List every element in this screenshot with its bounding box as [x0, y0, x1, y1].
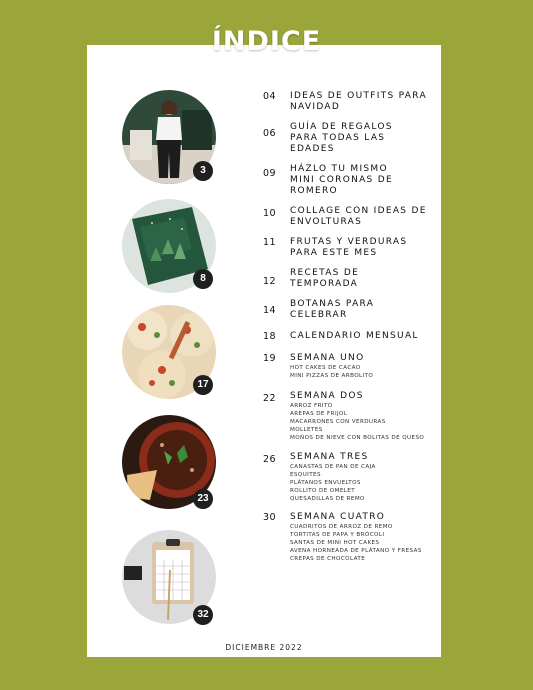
recipe-item: CREPAS DE CHOCOLATE — [290, 556, 366, 562]
recipe-item: ROLLITO DE OMELET — [290, 488, 356, 494]
entry-title: RECETAS DE TEMPORADA — [290, 268, 360, 289]
entry-subitems — [290, 463, 440, 503]
entry-title: BOTANAS PARA CELEBRAR — [290, 299, 375, 320]
entry-page-number: 19 — [263, 353, 277, 364]
photo-badge: 8 — [193, 269, 213, 289]
entry-title: HÁZLO TU MISMO MINI CORONAS DE ROMERO — [290, 164, 393, 196]
recipe-item: ESQUITES — [290, 472, 321, 478]
entry-subitems — [290, 402, 440, 442]
entry-subitems — [290, 364, 440, 380]
entry-subitems — [290, 523, 440, 563]
entry-page-number: 14 — [263, 305, 277, 316]
entry-title: SEMANA TRES — [290, 452, 369, 462]
entry-page-number: 12 — [263, 276, 277, 287]
recipe-item: CANASTAS DE PAN DE CAJA — [290, 464, 376, 470]
entry-title: FRUTAS Y VERDURAS PARA ESTE MES — [290, 237, 408, 258]
entry-page-number: 22 — [263, 393, 277, 404]
entry-title: COLLAGE CON IDEAS DE ENVOLTURAS — [290, 206, 427, 227]
recipe-item: SANTAS DE MINI HOT CAKES — [290, 540, 380, 546]
photo-badge: 17 — [193, 375, 213, 395]
recipe-item: TORTITAS DE PAPA Y BRÓCOLI — [290, 532, 385, 538]
recipe-item: MOLLETES — [290, 427, 323, 433]
entry-title: SEMANA CUATRO — [290, 512, 386, 522]
recipe-item: MACARRONES CON VERDURAS — [290, 419, 386, 425]
footer-date: DICIEMBRE 2022 — [225, 643, 303, 652]
entry-page-number: 06 — [263, 128, 277, 139]
photo-badge: 3 — [193, 161, 213, 181]
entry-page-number: 30 — [263, 512, 277, 523]
entry-title: SEMANA DOS — [290, 391, 364, 401]
recipe-item: MOÑOS DE NIEVE CON BOLITAS DE QUESO — [290, 435, 425, 441]
recipe-item: QUESADILLAS DE REMO — [290, 496, 365, 502]
recipe-item: HOT CAKES DE CACAO — [290, 365, 361, 371]
entry-title: GUÍA DE REGALOS PARA TODAS LAS EDADES — [290, 122, 393, 154]
recipe-item: MINI PIZZAS DE ARBOLITO — [290, 373, 374, 379]
recipe-item: AVENA HORNEADA DE PLÁTANO Y FRESAS — [290, 548, 422, 554]
recipe-item: AREPAS DE FRIJOL — [290, 411, 348, 417]
entry-page-number: 11 — [263, 237, 277, 248]
page-title: ÍNDICE — [211, 26, 322, 57]
entry-title: CALENDARIO MENSUAL — [290, 331, 419, 341]
recipe-item: PLÁTANOS ENVUELTOS — [290, 480, 361, 486]
recipe-item: ARROZ FRITO — [290, 403, 333, 409]
entry-page-number: 09 — [263, 168, 277, 179]
index-card — [87, 45, 441, 657]
entry-title: SEMANA UNO — [290, 353, 365, 363]
entry-page-number: 18 — [263, 331, 277, 342]
entry-page-number: 26 — [263, 454, 277, 465]
entry-page-number: 04 — [263, 91, 277, 102]
photo-badge: 32 — [193, 605, 213, 625]
entry-page-number: 10 — [263, 208, 277, 219]
recipe-item: CUADRITOS DE ARROZ DE REMO — [290, 524, 393, 530]
entry-title: IDEAS DE OUTFITS PARA NAVIDAD — [290, 91, 427, 112]
photo-badge: 23 — [193, 489, 213, 509]
